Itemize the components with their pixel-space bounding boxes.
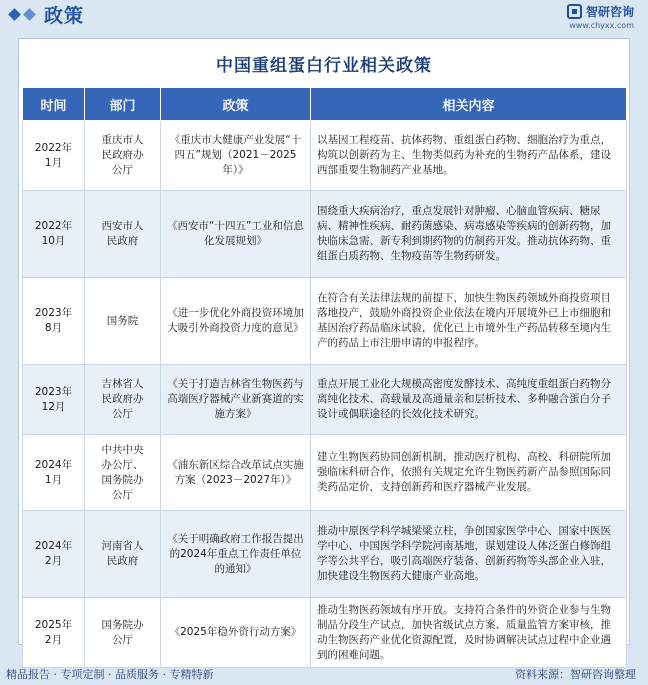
cell-time: 2023年 8月 xyxy=(23,278,85,365)
table-row xyxy=(23,598,627,668)
table-title: 中国重组蛋白行业相关政策 xyxy=(216,55,432,76)
table-row xyxy=(23,365,627,435)
cell-content: 以基因工程疫苗、抗体药物、重组蛋白药物、细胞治疗为重点，构筑以创新药为主、生物类似药为补充的生物药产品体系，建设西部重要生物制药产业基地。 xyxy=(311,121,627,191)
cell-content: 重点开展工业化大规模高密度发酵技术、高纯度重组蛋白药物分离纯化技术、高载量及高通量亲和层析技术、多种融合蛋白分子设计或偶联途径的长效化技术研究。 xyxy=(311,365,627,435)
cell-policy: 《西安市“十四五”工业和信息化发展规划》 xyxy=(161,191,311,278)
cell-dept: 重庆市人 民政府办 公厅 xyxy=(85,121,161,191)
cell-dept: 国务院 xyxy=(85,278,161,365)
cell-policy: 《2025年稳外资行动方案》 xyxy=(161,598,311,668)
footer xyxy=(0,662,648,685)
policy-card xyxy=(18,38,630,661)
cell-policy: 《关于打造吉林省生物医药与高端医疗器械产业新赛道的实施方案》 xyxy=(161,365,311,435)
column-header-content: 相关内容 xyxy=(311,88,627,121)
column-header-dept: 部门 xyxy=(85,88,161,121)
brand-name: 智研咨询 xyxy=(585,5,634,19)
cell-time: 2022年 1月 xyxy=(23,121,85,191)
cell-dept: 中共中央 办公厅、 国务院办 公厅 xyxy=(85,435,161,511)
brand-url: www.chyxx.com xyxy=(569,21,634,30)
table-row xyxy=(23,278,627,365)
diamond-icon xyxy=(10,10,40,19)
brand xyxy=(567,3,634,30)
cell-dept: 国务院办 公厅 xyxy=(85,598,161,668)
footer-source: 资料来源：智研咨询整理 xyxy=(515,668,636,681)
column-header-time: 时间 xyxy=(23,88,85,121)
table-row xyxy=(23,511,627,598)
cell-content: 围绕重大疾病治疗，重点发展针对肿瘤、心脑血管疾病、糖尿病、精神性疾病、耐药菌感染、病毒感染等疾病的创新药物，加快临床急需、新专利到期药物的仿制药开发。推动抗体药物、重组蛋白质药物、生物疫苗等生物药研发。 xyxy=(311,191,627,278)
cell-content: 建立生物医药协同创新机制，推动医疗机构、高校、科研院所加强临床科研合作，依照有关规定允许生物医药新产品参照国际同类药品定价，支持创新药和医疗器械产业发展。 xyxy=(311,435,627,511)
cell-policy: 《重庆市大健康产业发展“十四五”规划（2021－2025年）》 xyxy=(161,121,311,191)
table-row xyxy=(23,191,627,278)
cell-policy: 《浦东新区综合改革试点实施方案（2023－2027年）》 xyxy=(161,435,311,511)
top-bar xyxy=(0,0,648,28)
cell-dept: 河南省人 民政府 xyxy=(85,511,161,598)
cell-dept: 西安市人 民政府 xyxy=(85,191,161,278)
cell-time: 2025年 2月 xyxy=(23,598,85,668)
policy-table xyxy=(22,87,627,668)
cell-time: 2024年 2月 xyxy=(23,511,85,598)
cell-content: 推动生物医药领域有序开放。支持符合条件的外资企业参与生物制品分段生产试点，加快省级试点方案、质量监管方案审核，推动生物医药产业优化资源配置，及时协调解决试点过程中企业遇到的困难问题。 xyxy=(311,598,627,668)
cell-time: 2022年 10月 xyxy=(23,191,85,278)
table-row xyxy=(23,435,627,511)
cell-time: 2023年 12月 xyxy=(23,365,85,435)
table-header-row xyxy=(23,88,627,121)
section-title: 政策 xyxy=(44,4,85,27)
cell-content: 推动中原医学科学城梁梁立柱，争创国家医学中心、国家中医医学中心、中国医学科学院河南基地，谋划建设人体泛蛋白修饰组学等公共平台，吸引高端医疗装备、创新药物等头部企业入驻，加快建设生物医药大健康产业高地。 xyxy=(311,511,627,598)
cell-policy: 《关于明确政府工作报告提出的2024年重点工作责任单位的通知》 xyxy=(161,511,311,598)
table-row xyxy=(23,121,627,191)
cell-dept: 吉林省人 民政府办 公厅 xyxy=(85,365,161,435)
cell-policy: 《进一步优化外商投资环境加大吸引外商投资力度的意见》 xyxy=(161,278,311,365)
cell-time: 2024年 1月 xyxy=(23,435,85,511)
column-header-policy: 政策 xyxy=(161,88,311,121)
cell-content: 在符合有关法律法规的前提下，加快生物医药领域外商投资项目落地投产，鼓励外商投资企业依法在境内开展境外已上市细胞和基因治疗药品临床试验，优化已上市境外生产药品转移至境内生产的药品上市注册申请的申报程序。 xyxy=(311,278,627,365)
footer-slogan: 精品报告 · 专项定制 · 品质服务 · 专精特新 xyxy=(6,668,214,681)
brand-logo-icon xyxy=(567,4,582,19)
